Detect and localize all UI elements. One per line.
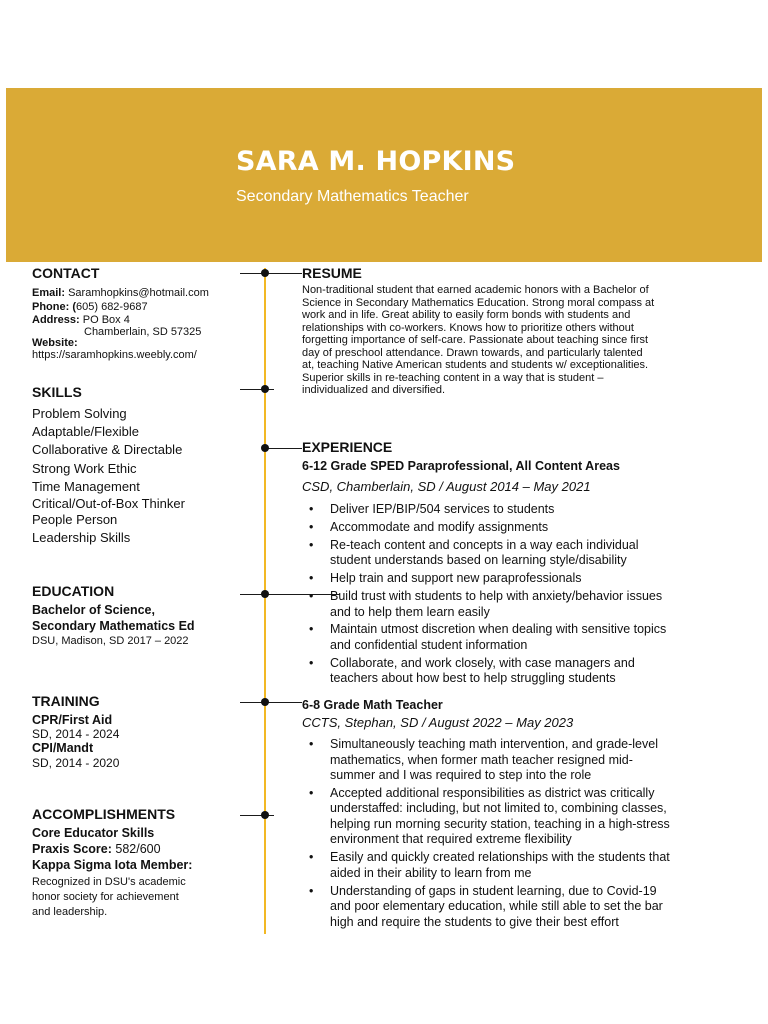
bullet-line: mathematics, when former math teacher resigned mid-: [330, 752, 633, 767]
praxis-value: 582/600: [115, 842, 161, 856]
accomplishment-kappa-title: Kappa Sigma Iota Member:: [32, 858, 193, 872]
bullet-line: • Maintain utmost discretion when dealing with sensitive topics: [330, 622, 667, 637]
job-bullet: [302, 884, 742, 931]
job-bullet: [302, 520, 742, 536]
website-label: Website:: [32, 337, 78, 349]
phone-value: 605) 682-9687: [76, 301, 148, 313]
bullet-line: and to help them learn easily: [330, 604, 490, 619]
praxis-label: Praxis Score:: [32, 842, 112, 856]
kappa-desc-line: honor society for achievement: [32, 891, 179, 903]
accomplishments-heading: ACCOMPLISHMENTS: [32, 806, 176, 822]
job-bullets: [302, 737, 742, 933]
training-item-title: CPR/First Aid: [32, 713, 113, 727]
bullet-line: and poor elementary education, while still able to set the bar: [330, 899, 663, 914]
skill-item: Collaborative & Directable: [32, 442, 183, 458]
job-bullet: [302, 502, 742, 518]
job-title: 6-8 Grade Math Teacher: [302, 698, 443, 712]
job-bullet: [302, 786, 742, 848]
timeline-dot-education: [261, 590, 269, 598]
skill-item: Adaptable/Flexible: [32, 424, 139, 440]
bullet-line: student understands based on learning style/disability: [330, 553, 627, 568]
bullet-line: • Accepted additional responsibilities as district was critically: [330, 785, 655, 800]
job-meta: CCTS, Stephan, SD / August 2022 – May 2023: [302, 715, 574, 730]
bullet-line: high and require the students to give their best effort: [330, 914, 619, 929]
summary-line: forgetting importance of self-care. Passionate about teaching since first: [302, 334, 649, 346]
kappa-desc-line: and leadership.: [32, 906, 108, 918]
bullet-line: summer and I was required to step into the role: [330, 768, 592, 782]
bullet-line: helping run morning security station, teaching in a high-stress: [330, 816, 670, 831]
experience-heading: EXPERIENCE: [302, 439, 393, 455]
resume-summary: [302, 284, 654, 397]
job-title: 6-12 Grade SPED Paraprofessional, All Content Areas: [302, 459, 620, 473]
summary-line: work and in life. Great ability to easily form bonds with students and: [302, 309, 631, 321]
job-bullet: [302, 656, 742, 687]
job-bullet: [302, 571, 742, 587]
job-bullet: [302, 538, 742, 569]
contact-address-row: [32, 314, 130, 327]
bullet-line: • Re-teach content and concepts in a way each individual: [330, 537, 639, 552]
skill-item: Time Management: [32, 478, 140, 494]
job-bullet: [302, 622, 742, 653]
degree-line1: Bachelor of Science,: [32, 603, 155, 617]
training-item-title: CPI/Mandt: [32, 741, 94, 755]
accomplishment-praxis: [32, 842, 161, 856]
summary-line: Superior skills in re-teaching content in a way that is student –: [302, 371, 604, 384]
bullet-line: • Accommodate and modify assignments: [330, 519, 549, 534]
job-bullet: [302, 589, 742, 620]
summary-line: Non-traditional student that earned academic honors with a Bachelor of: [302, 284, 649, 296]
degree-line2: Secondary Mathematics Ed: [32, 619, 195, 633]
phone-label: Phone: (: [32, 301, 76, 313]
job-bullet: [302, 737, 742, 784]
bullet-line: and confidential student information: [330, 637, 528, 652]
contact-phone-row: [32, 301, 148, 314]
email-link[interactable]: Saramhopkins@hotmail.com: [68, 287, 209, 299]
candidate-name: SARA M. HOPKINS: [236, 146, 516, 177]
bullet-line: • Build trust with students to help with anxiety/behavior issues: [330, 589, 663, 604]
bullet-line: • Understanding of gaps in student learning, due to Covid-19: [330, 883, 657, 898]
training-heading: TRAINING: [32, 693, 100, 709]
bullet-line: • Simultaneously teaching math intervention, and grade-level: [330, 737, 658, 751]
summary-line: individualized and diversified.: [302, 384, 446, 396]
education-heading: EDUCATION: [32, 583, 115, 599]
timeline-line: [264, 268, 266, 934]
training-item-detail: SD, 2014 - 2024: [32, 727, 120, 741]
skill-item: Strong Work Ethic: [32, 460, 137, 476]
timeline-dot-experience: [261, 444, 269, 452]
skill-item: Critical/Out-of-Box Thinker: [32, 496, 185, 512]
timeline-connector-training: [240, 702, 302, 703]
skills-list: [32, 405, 185, 548]
contact-email-row: [32, 287, 209, 300]
training-item-detail: SD, 2014 - 2020: [32, 756, 120, 770]
address-line1: PO Box 4: [82, 314, 130, 326]
skill-item: Problem Solving: [32, 406, 127, 421]
bullet-line: • Easily and quickly created relationships with the students that: [330, 850, 670, 865]
timeline-dot-skills: [261, 385, 269, 393]
bullet-line: • Help train and support new paraprofessionals: [330, 571, 582, 586]
summary-line: at, teaching Native American students and students w/ exceptionalities.: [302, 359, 649, 371]
skill-item: People Person: [32, 512, 118, 528]
bullet-line: • Deliver IEP/BIP/504 services to students: [330, 502, 555, 516]
summary-line: day of preschool attendance. Drawn towards, and particularly talented: [302, 346, 643, 359]
bullet-line: environment that required extreme flexibility: [330, 832, 572, 847]
bullet-line: understaffed: including, but not limited to, combining classes,: [330, 801, 667, 816]
timeline-dot-accomplishments: [261, 811, 269, 819]
candidate-subtitle: Secondary Mathematics Teacher: [236, 188, 469, 205]
email-label: Email:: [32, 287, 66, 299]
timeline-dot-contact: [261, 269, 269, 277]
bullet-line: teachers about how best to help struggling students: [330, 671, 616, 686]
job-bullet: [302, 850, 742, 881]
contact-heading: CONTACT: [32, 265, 100, 281]
bullet-line: aided in their ability to learn from me: [330, 865, 532, 880]
accomplishment-core-educator: Core Educator Skills: [32, 826, 155, 840]
summary-line: relationships with co-workers. Knows how to prioritize others without: [302, 321, 634, 334]
address-label: Address:: [32, 314, 80, 326]
job-bullets: [302, 502, 742, 689]
education-school: DSU, Madison, SD 2017 – 2022: [32, 635, 189, 647]
timeline-connector-contact: [240, 273, 302, 274]
job-meta: CSD, Chamberlain, SD / August 2014 – May 2021: [302, 479, 591, 494]
kappa-desc-line: Recognized in DSU's academic: [32, 876, 186, 888]
address-line2: Chamberlain, SD 57325: [84, 326, 202, 338]
timeline-dot-training: [261, 698, 269, 706]
skills-heading: SKILLS: [32, 384, 82, 400]
summary-line: Science in Secondary Mathematics Education. Strong moral compass at: [302, 296, 655, 309]
website-link[interactable]: https://saramhopkins.weebly.com/: [32, 349, 197, 361]
skill-item: Leadership Skills: [32, 530, 131, 546]
bullet-line: • Collaborate, and work closely, with case managers and: [330, 655, 635, 670]
resume-heading: RESUME: [302, 265, 362, 281]
